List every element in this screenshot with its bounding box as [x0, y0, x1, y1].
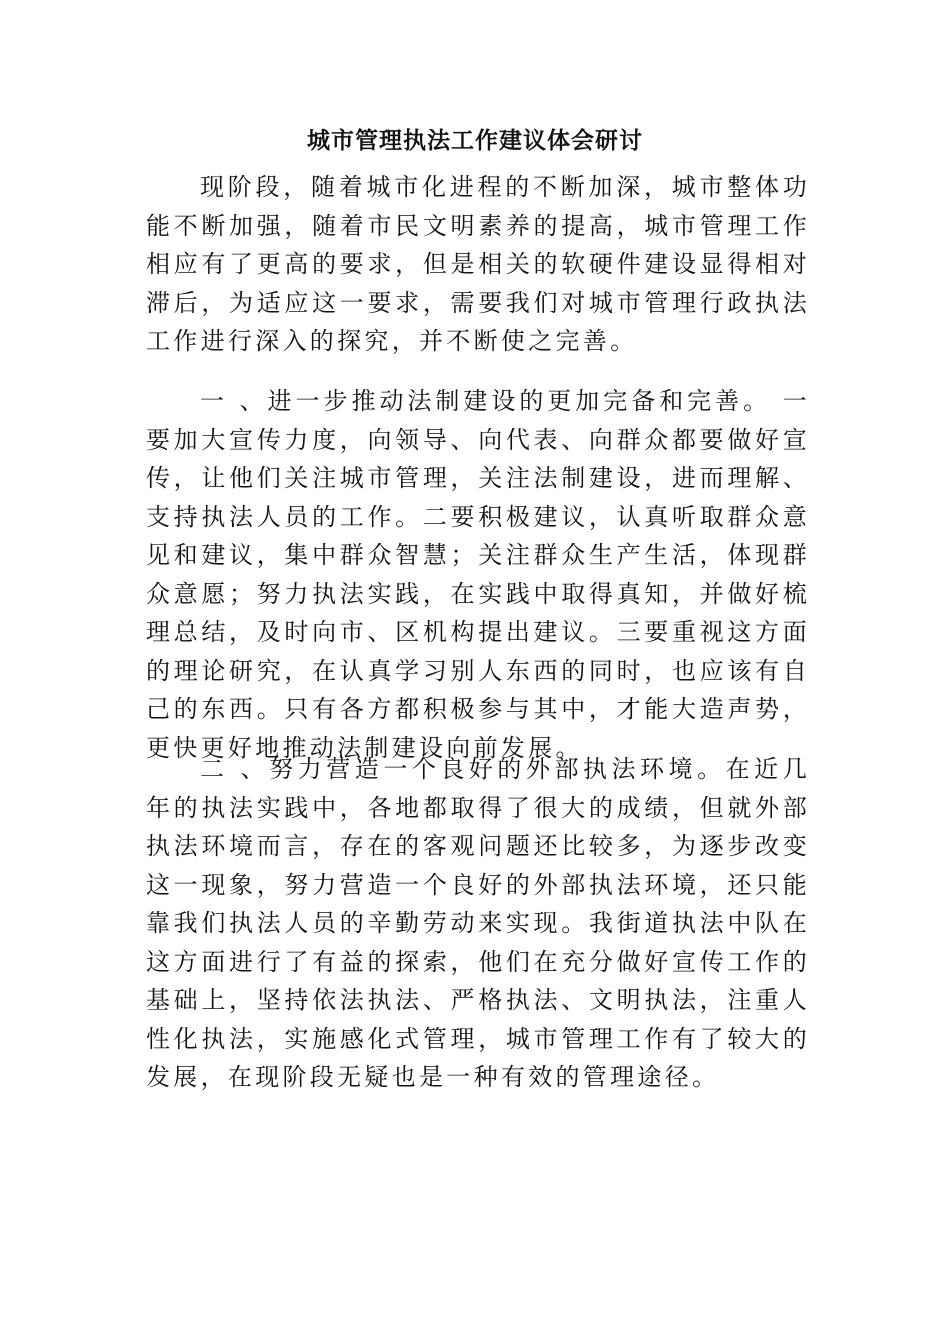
- paragraph-legal-construction: 一 、进一步推动法制建设的更加完备和完善。 一要加大宣传力度，向领导、向代表、向群众都要做好宣传，让他们关注城市管理，关注法制建设，进而理解、支持执法人员的工作。二要积极建议，认真听取群众意见和建议，集中群众智慧；关注群众生产生活，体现群众意愿；努力执法实践，在实践中取得真知，并做好梳理总结，及时向市、区机构提出建议。三要重视这方面的理论研究，在认真学习别人东西的同时，也应该有自己的东西。只有各方都积极参与其中，才能大造声势，更快更好地推动法制建设向前发展。: [146, 387, 810, 762]
- paragraph-enforcement-environment: 二 、努力营造一个良好的外部执法环境。在近几年的执法实践中，各地都取得了很大的成绩，但就外部执法环境而言，存在的客观问题还比较多，为逐步改变这一现象，努力营造一个良好的外部执法环境，还只能靠我们执法人员的辛勤劳动来实现。我街道执法中队在这方面进行了有益的探索，他们在充分做好宣传工作的基础上，坚持依法执法、严格执法、文明执法，注重人性化执法，实施感化式管理，城市管理工作有了较大的发展，在现阶段无疑也是一种有效的管理途径。: [146, 755, 810, 1091]
- paragraph-intro: 现阶段，随着城市化进程的不断加深，城市整体功能不断加强，随着市民文明素养的提高，城市管理工作相应有了更高的要求，但是相关的软硬件建设显得相对滞后，为适应这一要求，需要我们对城市管理行政执法工作进行深入的探究，并不断使之完善。: [146, 173, 810, 355]
- document-title: 城市管理执法工作建议体会研讨: [307, 127, 643, 154]
